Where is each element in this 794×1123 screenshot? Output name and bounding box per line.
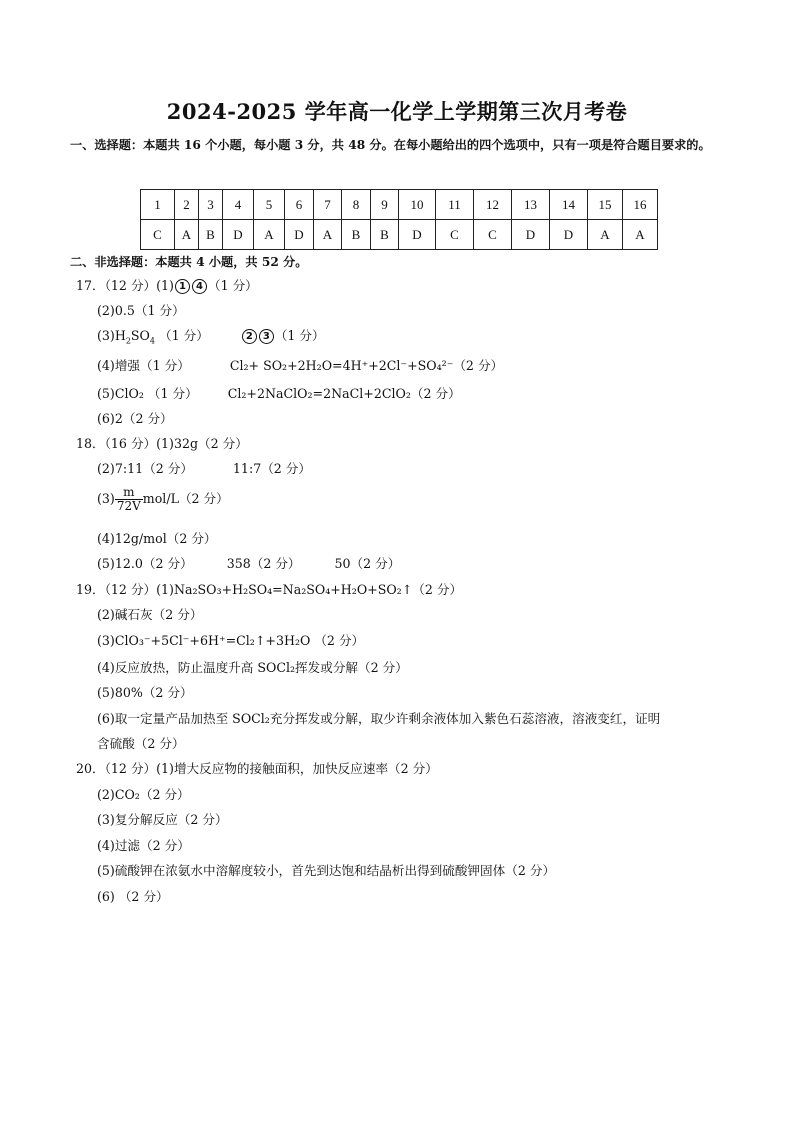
table-cell-answer: D: [399, 220, 436, 250]
q19-line-3: (3)ClO₃⁻+5Cl⁻+6H⁺=Cl₂↑+3H₂O （2 分）: [97, 633, 365, 648]
table-cell-answer: A: [588, 220, 623, 250]
answer-table-answer-row: [141, 220, 658, 250]
table-cell-answer: B: [371, 220, 399, 250]
table-cell-answer: B: [342, 220, 371, 250]
table-cell-question-number: 10: [399, 190, 436, 220]
section-choice-heading: 一、选择题：本题共 16 个小题，每小题 3 分，共 48 分。在每小题给出的四个选项中，只有一项是符合题目要求的。: [70, 138, 711, 152]
q18-line-3: (3) $\frac{m}{72V}$ mol/L（2 分）: [97, 485, 229, 513]
q17-line-5: (5)ClO₂ （1 分） Cl₂+2NaClO₂=2NaCl+2ClO₂（2 分）: [97, 386, 461, 401]
q17-line-6: (6)2（2 分）: [97, 411, 173, 426]
page-title: 2024-2025 学年高一化学上学期第三次月考卷: [166, 99, 628, 124]
q20-line-1: 20．（12 分）(1)增大反应物的接触面积，加快反应速率（2 分）: [76, 761, 438, 776]
answer-table-number-row: [141, 190, 658, 220]
q17-line-3: $(3)H_2SO_4$ （1 分） 2 3 （1 分）: [97, 328, 325, 346]
table-cell-answer: A: [175, 220, 199, 250]
q20-line-4: (4)过滤（2 分）: [97, 838, 190, 853]
table-cell-answer: C: [141, 220, 175, 250]
table-cell-answer: D: [550, 220, 588, 250]
table-cell-question-number: 16: [623, 190, 658, 220]
table-cell-question-number: 6: [285, 190, 314, 220]
table-cell-question-number: 1: [141, 190, 175, 220]
circled-number: 1: [175, 279, 190, 294]
table-cell-question-number: 7: [314, 190, 342, 220]
table-cell-question-number: 11: [436, 190, 474, 220]
q20-line-5: (5)硫酸钾在浓氨水中溶解度较小，首先到达饱和结晶析出得到硫酸钾固体（2 分）: [97, 863, 556, 878]
table-cell-question-number: 14: [550, 190, 588, 220]
table-cell-question-number: 5: [254, 190, 285, 220]
table-cell-question-number: 8: [342, 190, 371, 220]
q20-line-2: (2)CO₂（2 分）: [97, 787, 190, 802]
q19-line-4: (4)反应放热，防止温度升高 SOCl₂挥发或分解（2 分）: [97, 660, 408, 675]
table-cell-answer: B: [199, 220, 223, 250]
q19-line-1: 19．（12 分）(1)Na₂SO₃+H₂SO₄=Na₂SO₄+H₂O+SO₂↑（2 分）: [76, 582, 463, 597]
q18-line-2: (2)7:11（2 分） 11:7（2 分）: [97, 461, 311, 476]
table-cell-answer: D: [512, 220, 550, 250]
answer-table: [140, 189, 658, 250]
q20-line-3: (3)复分解反应（2 分）: [97, 812, 228, 827]
table-cell-answer: C: [436, 220, 474, 250]
q17-line-2: (2)0.5（1 分）: [97, 303, 185, 318]
table-cell-question-number: 13: [512, 190, 550, 220]
circled-number: 4: [192, 279, 207, 294]
table-cell-answer: A: [314, 220, 342, 250]
table-cell-answer: D: [285, 220, 314, 250]
table-cell-question-number: 12: [474, 190, 512, 220]
q20-line-6: (6) （2 分）: [97, 889, 169, 904]
q18-line-1: 18．（16 分）(1)32g（2 分）: [76, 436, 248, 451]
q19-line-7: 含硫酸（2 分）: [97, 736, 185, 751]
circled-number: 3: [259, 329, 274, 344]
q19-line-6: (6)取一定量产品加热至 SOCl₂充分挥发或分解，取少许剩余液体加入紫色石蕊溶液，溶液变红，证明: [97, 711, 661, 726]
fraction: $\frac{m}{72V}$: [116, 485, 141, 513]
q19-line-5: (5)80%（2 分）: [97, 685, 193, 700]
q17-line-1: 17．（12 分）(1) 1 4 （1 分）: [76, 278, 258, 293]
table-cell-question-number: 15: [588, 190, 623, 220]
q19-line-2: (2)碱石灰（2 分）: [97, 607, 203, 622]
table-cell-answer: A: [254, 220, 285, 250]
table-cell-answer: D: [223, 220, 254, 250]
table-cell-question-number: 9: [371, 190, 399, 220]
q17-line-4: (4)增强（1 分） Cl₂+ SO₂+2H₂O=4H⁺+2Cl⁻+SO₄²⁻（2 分）: [97, 358, 504, 373]
section-nonchoice-heading: 二、非选择题：本题共 4 小题，共 52 分。: [70, 255, 308, 269]
table-cell-question-number: 2: [175, 190, 199, 220]
table-cell-question-number: 4: [223, 190, 254, 220]
table-cell-question-number: 3: [199, 190, 223, 220]
table-cell-answer: C: [474, 220, 512, 250]
q18-line-5: (5)12.0（2 分） 358（2 分） 50（2 分）: [97, 556, 401, 571]
q18-line-4: (4)12g/mol（2 分）: [97, 531, 217, 546]
circled-number: 2: [242, 329, 257, 344]
table-cell-answer: A: [623, 220, 658, 250]
